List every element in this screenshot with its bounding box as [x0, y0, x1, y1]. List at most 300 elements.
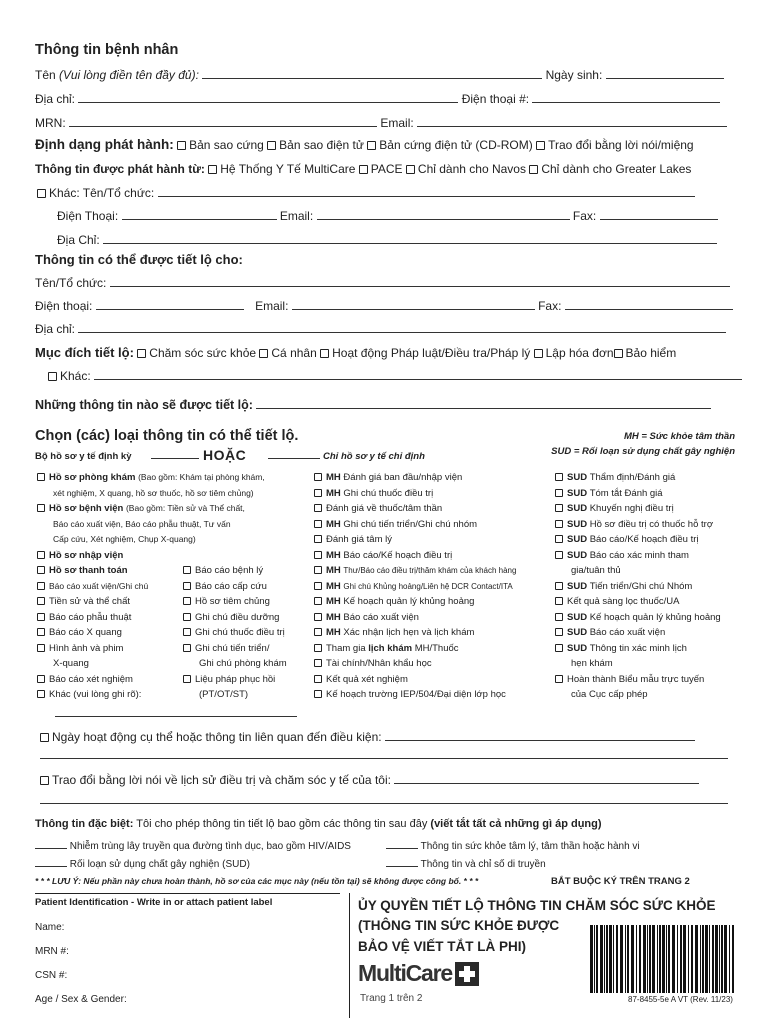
special-item [386, 856, 546, 870]
checkbox[interactable] [614, 349, 623, 358]
special-item [35, 856, 250, 870]
footer-divider [349, 893, 350, 1018]
footer-rule [35, 893, 340, 894]
record-prefix: MH [326, 487, 344, 499]
initials-field[interactable] [35, 856, 67, 867]
record-prefix: SUD [567, 487, 590, 499]
checkbox[interactable] [555, 535, 563, 543]
record-label: Báo cáo/Kế hoạch điều trị [589, 534, 699, 545]
recipient-phone-field[interactable] [96, 299, 244, 310]
dob-label: Ngày sinh: [545, 68, 603, 82]
checkbox[interactable] [529, 165, 538, 174]
name-row [35, 68, 724, 82]
checkbox[interactable] [314, 582, 322, 590]
recipient-fax-label: Fax: [538, 299, 562, 313]
phone-label: Điện thoại #: [461, 92, 530, 106]
barcode-bar [643, 925, 646, 993]
checkbox[interactable] [555, 628, 563, 636]
record-label: Đánh giá ban đầu/nhập viện [343, 472, 463, 483]
checkbox[interactable] [555, 597, 563, 605]
checkbox[interactable] [37, 613, 45, 621]
special-note: * * * LƯU Ý: Nếu phần này chưa hoàn thành, hồ sơ của các mục này (nếu tồn tại) sẽ không được công bố. * * * [35, 876, 479, 886]
purpose-other-row [48, 369, 742, 383]
checkbox[interactable] [406, 165, 415, 174]
record-label: Tiến triển/Ghi chú Nhóm [589, 580, 693, 592]
name-hint: (Vui lòng điền tên đầy đủ): [59, 68, 199, 82]
record-label: Khác (vui lòng ghi rõ): [49, 689, 142, 700]
divider [268, 458, 320, 459]
clinic-title: Hồ sơ phòng khám [49, 472, 136, 483]
special-bold: (viết tắt tất cả những gì áp dụng) [430, 818, 602, 830]
sud-legend: SUD = Rối loạn sử dụng chất gây nghiện [551, 446, 735, 457]
record-item [314, 656, 516, 672]
record-prefix: MH [326, 518, 344, 530]
clinic-row [37, 470, 265, 486]
form-code: 87-8455-5e A VT (Rev. 11/23) [628, 995, 733, 1004]
barcode [590, 925, 738, 993]
hospital-detail: Báo cáo xuất viện, Báo cáo phẫu thuật, Tư vấn [53, 518, 231, 529]
record-item [183, 672, 287, 688]
record-label: Thẩm định/Đánh giá [589, 472, 676, 483]
checkbox[interactable] [183, 644, 191, 652]
barcode-bar [594, 925, 595, 993]
record-item [555, 625, 721, 641]
checkbox[interactable] [314, 473, 322, 481]
address-field[interactable] [78, 92, 458, 103]
checkbox[interactable] [555, 489, 563, 497]
record-item [314, 672, 516, 688]
checkbox[interactable] [536, 141, 545, 150]
record-label: Báo cáo xác minh tham [589, 549, 689, 561]
record-prefix: MH [326, 611, 344, 623]
checkbox[interactable] [314, 566, 322, 574]
special-text: Tôi cho phép thông tin tiết lộ bao gồm các thông tin sau đây [136, 818, 428, 830]
checkbox[interactable] [555, 613, 563, 621]
format-option: Bản cứng điện tử (CD-ROM) [379, 138, 533, 152]
record-prefix: SUD [567, 503, 590, 514]
checkbox[interactable] [37, 566, 45, 574]
checkbox[interactable] [314, 690, 322, 698]
verbal-label: Trao đổi bằng lời nói về lịch sử điều trị và chăm sóc y tế của tôi: [52, 773, 391, 787]
form-title-3: BẢO VỆ VIẾT TẮT LÀ PHI) [358, 939, 527, 954]
special-item-label: Nhiễm trùng lây truyền qua đường tình dục, bao gồm HIV/AIDS [69, 841, 351, 852]
purpose-option: Lập hóa đơn [545, 346, 614, 360]
record-label: Hồ sơ điều trị có thuốc hỗ trợ [589, 518, 714, 530]
checkbox[interactable] [314, 659, 322, 667]
record-item [555, 610, 721, 626]
other-source-row [37, 186, 695, 200]
col2 [314, 470, 516, 703]
checkbox[interactable] [37, 675, 45, 683]
record-item [555, 672, 721, 688]
date-activity-row [40, 730, 695, 744]
checkbox[interactable] [555, 675, 563, 683]
record-item [555, 563, 721, 579]
record-label: Ghi chú thuốc điều trị [195, 627, 285, 638]
record-label: Báo cáo xuất viện/Ghi chú [49, 580, 149, 591]
record-item [183, 641, 287, 657]
checkbox[interactable] [314, 535, 322, 543]
checkbox[interactable] [37, 690, 45, 698]
barcode-bar [647, 925, 648, 993]
checkbox[interactable] [267, 141, 276, 150]
verbal-line[interactable] [40, 803, 728, 804]
record-label: Ghi chú Khủng hoảng/Liên hệ DCR Contact/ITA [343, 581, 513, 591]
date-activity-field[interactable] [385, 730, 695, 741]
mrn-label: MRN: [35, 116, 66, 130]
other-source-label: Khác: Tên/Tổ chức: [49, 186, 155, 200]
record-label: Kế hoạch quản lý khủng hoảng [343, 596, 475, 607]
barcode-bar [688, 925, 689, 993]
record-label: Ghi chú tiến triển/ [195, 642, 270, 654]
record-item [314, 610, 516, 626]
record-label: X-quang [53, 658, 89, 669]
record-prefix: SUD [567, 518, 590, 530]
other-contact-row [57, 209, 718, 223]
barcode-bar [662, 925, 665, 993]
purpose-row [35, 345, 676, 360]
barcode-bar [652, 925, 655, 993]
checkbox[interactable] [555, 582, 563, 590]
purpose-option: Cá nhân [271, 346, 317, 360]
record-item [314, 532, 516, 548]
purpose-label: Mục đích tiết lộ: [35, 345, 134, 360]
checkbox[interactable] [555, 551, 563, 559]
purpose-other-label: Khác: [60, 369, 91, 383]
barcode-bar [636, 925, 637, 993]
initials-field[interactable] [35, 838, 67, 849]
format-row [35, 137, 694, 152]
other-fax-label: Fax: [572, 209, 597, 223]
checkbox[interactable] [208, 165, 217, 174]
checkbox[interactable] [367, 141, 376, 150]
recipient-address-field[interactable] [78, 322, 726, 333]
special-row [35, 818, 602, 830]
other-fax-field[interactable] [600, 209, 718, 220]
barcode-bar [712, 925, 714, 993]
initials-field[interactable] [386, 856, 418, 867]
clinic-detail: xét nghiệm, X quang, hồ sơ thuốc, hồ sơ tiêm chủng) [53, 487, 254, 498]
which-info-field[interactable] [256, 398, 711, 409]
address-label: Địa chỉ: [35, 92, 76, 106]
record-label: Báo cáo cấp cứu [195, 580, 267, 592]
record-prefix: SUD [567, 642, 590, 654]
barcode-bar [700, 925, 701, 993]
checkbox[interactable] [40, 776, 49, 785]
record-prefix: SUD [567, 627, 590, 638]
recipient-fax-field[interactable] [565, 299, 733, 310]
record-label: Kết quả xét nghiệm [326, 673, 408, 685]
checkbox[interactable] [314, 644, 322, 652]
record-label: Báo cáo bệnh lý [195, 565, 264, 576]
dob-field[interactable] [606, 68, 724, 79]
date-activity-label: Ngày hoạt động cụ thể hoặc thông tin liên quan đến điều kiện: [52, 730, 382, 744]
released-from-label: Thông tin được phát hành từ: [35, 162, 205, 176]
source-option: Chỉ dành cho Navos [417, 162, 526, 176]
checkbox[interactable] [137, 349, 146, 358]
record-item [314, 563, 516, 579]
record-label: Hình ảnh và phim [49, 642, 124, 654]
record-prefix: SUD [567, 534, 590, 545]
record-label: Kế hoạch trường IEP/504/Đại diện lớp học [326, 689, 506, 700]
other-phone-field[interactable] [122, 209, 277, 220]
source-option: Chỉ dành cho Greater Lakes [541, 162, 692, 176]
record-label: của Cục cấp phép [571, 689, 648, 700]
checkbox[interactable] [320, 349, 329, 358]
name-field[interactable] [202, 68, 542, 79]
footer-name-label: Name: [35, 922, 65, 933]
hospital-title: Hồ sơ bệnh viện [49, 503, 124, 514]
checkbox[interactable] [183, 675, 191, 683]
record-label: Ghi chú thuốc điều trị [343, 487, 434, 499]
checkbox[interactable] [555, 504, 563, 512]
recipient-name-row [35, 276, 730, 290]
col1-right [183, 563, 287, 703]
checkbox[interactable] [314, 504, 322, 512]
checkbox[interactable] [314, 520, 322, 528]
checkbox[interactable] [555, 520, 563, 528]
logo-cross-icon [455, 962, 479, 986]
record-label: Tiền sử và thể chất [49, 596, 130, 607]
hospital-row [37, 501, 265, 517]
verbal-field[interactable] [394, 773, 699, 784]
checkbox[interactable] [183, 597, 191, 605]
barcode-bar [721, 925, 723, 993]
barcode-bar [705, 925, 708, 993]
purpose-option: Chăm sóc sức khỏe [149, 346, 257, 360]
special-item-label: Rối loạn sử dụng chất gây nghiện (SUD) [69, 859, 250, 870]
recipient-address-row [35, 322, 726, 336]
record-prefix: SUD [567, 611, 590, 623]
released-from-row [35, 162, 691, 176]
record-label: hẹn khám [571, 658, 613, 669]
record-item [183, 579, 287, 595]
multicare-logo [358, 960, 479, 987]
checkbox[interactable] [534, 349, 543, 358]
barcode-bar [631, 925, 634, 993]
record-label: Đánh giá tâm lý [326, 534, 393, 545]
verbal-row [40, 773, 699, 787]
record-label: Liệu pháp phục hồi [195, 673, 276, 685]
purpose-option: Bảo hiểm [625, 346, 677, 360]
form-title-2: (THÔNG TIN SỨC KHỎE ĐƯỢC [358, 918, 560, 933]
recipient-email-field[interactable] [292, 299, 535, 310]
checkbox[interactable] [183, 566, 191, 574]
other-address-field[interactable] [103, 233, 717, 244]
record-item [314, 594, 516, 610]
recipient-name-label: Tên/Tổ chức: [35, 276, 107, 290]
record-label: Ghi chú tiến triển/Ghi chú nhóm [343, 518, 478, 530]
recipient-phone-label: Điện thoại: [35, 299, 93, 313]
email-field[interactable] [417, 116, 727, 127]
recipient-heading: Thông tin có thể được tiết lộ cho: [35, 252, 243, 267]
record-prefix: SUD [567, 472, 590, 483]
other-address-label: Địa Chỉ: [57, 233, 100, 247]
record-label-tail: MH/Thuốc [412, 642, 459, 654]
which-info-row [35, 398, 711, 412]
recipient-address-label: Địa chỉ: [35, 322, 76, 336]
admission-row [37, 548, 265, 564]
record-label: Báo cáo xét nghiệm [49, 673, 133, 685]
checkbox[interactable] [37, 189, 46, 198]
barcode-bar [657, 925, 658, 993]
checkbox[interactable] [314, 628, 322, 636]
types-heading: Chọn (các) loại thông tin có thể tiết lộ. [35, 428, 299, 444]
recipient-contact-row [35, 299, 733, 313]
special-item [35, 838, 351, 852]
barcode-bar [719, 925, 720, 993]
barcode-bar [715, 925, 718, 993]
checkbox[interactable] [555, 644, 563, 652]
barcode-bar [709, 925, 710, 993]
other-email-field[interactable] [317, 209, 570, 220]
record-label: gia/tuân thủ [571, 565, 621, 576]
record-label: Khuyến nghị điều trị [589, 503, 674, 514]
other-specify-field[interactable] [55, 716, 297, 717]
footer-csn-label: CSN #: [35, 970, 68, 981]
page-number: Trang 1 trên 2 [360, 993, 423, 1004]
checkbox[interactable] [359, 165, 368, 174]
record-item [555, 517, 721, 533]
barcode-bar [613, 925, 614, 993]
barcode-bar [666, 925, 667, 993]
record-label: Tham gia [326, 642, 369, 654]
mrn-field[interactable] [69, 116, 377, 127]
checkbox[interactable] [314, 613, 322, 621]
format-option: Trao đổi bằng lời nói/miệng [548, 138, 694, 152]
admission-title: Hồ sơ nhập viện [49, 549, 124, 561]
barcode-bar [616, 925, 618, 993]
record-label: Thư/Báo cáo điều trị/thăm khám của khách hàng [343, 566, 517, 575]
record-item [314, 517, 516, 533]
phone-field[interactable] [532, 92, 720, 103]
record-label: Kết quả sàng lọc thuốc/UA [567, 596, 680, 607]
record-item [183, 610, 287, 626]
footer-age-label: Age / Sex & Gender: [35, 994, 127, 1005]
purpose-option: Hoạt động Pháp luật/Điều tra/Pháp lý [332, 346, 531, 360]
record-label: Hồ sơ tiêm chủng [195, 596, 270, 607]
other-address-row [57, 233, 717, 247]
checkbox[interactable] [177, 141, 186, 150]
which-info-label: Những thông tin nào sẽ được tiết lộ: [35, 398, 253, 412]
patient-heading: Thông tin bệnh nhân [35, 42, 179, 58]
checkbox[interactable] [314, 551, 322, 559]
clinic-detail: (Bao gồm: Khám tại phòng khám, [138, 472, 265, 482]
checkbox[interactable] [314, 489, 322, 497]
barcode-bar [590, 925, 593, 993]
patient-id-heading: Patient Identification - Write in or attach patient label [35, 897, 273, 908]
name-label: Tên [35, 68, 56, 82]
barcode-bar [639, 925, 641, 993]
record-item [314, 486, 516, 502]
barcode-bar [620, 925, 623, 993]
barcode-bar [732, 925, 734, 993]
barcode-bar [683, 925, 686, 993]
special-item-label: Thông tin sức khỏe tâm lý, tâm thần hoặc hành vi [420, 841, 640, 852]
record-item [555, 470, 721, 486]
record-prefix: MH [326, 549, 344, 561]
recipient-name-field[interactable] [110, 276, 730, 287]
barcode-bar [627, 925, 629, 993]
mh-legend: MH = Sức khỏe tâm thần [623, 431, 735, 442]
checkbox[interactable] [183, 582, 191, 590]
barcode-bar [609, 925, 612, 993]
checkbox[interactable] [183, 628, 191, 636]
barcode-bar [695, 925, 698, 993]
checkbox[interactable] [314, 675, 322, 683]
record-label: Thông tin xác minh lịch [589, 642, 687, 654]
record-prefix: MH [326, 565, 344, 576]
purpose-other-field[interactable] [94, 369, 742, 380]
record-label: Tài chính/Nhân khẩu học [326, 658, 432, 669]
other-source-field[interactable] [158, 186, 695, 197]
barcode-bar [672, 925, 675, 993]
col2-heading: Chỉ hồ sơ y tế chỉ định [323, 451, 425, 462]
initials-field[interactable] [386, 838, 418, 849]
barcode-bar [649, 925, 651, 993]
barcode-bar [625, 925, 626, 993]
footer-mrn-label: MRN #: [35, 946, 69, 957]
mrn-row [35, 116, 727, 130]
checkbox[interactable] [48, 372, 57, 381]
record-item [183, 625, 287, 641]
record-label: Báo cáo phẫu thuật [49, 611, 132, 623]
barcode-bar [729, 925, 730, 993]
checkbox[interactable] [183, 613, 191, 621]
record-prefix: SUD [567, 549, 590, 561]
record-prefix: SUD [567, 580, 590, 592]
checkbox[interactable] [259, 349, 268, 358]
col3 [555, 470, 721, 703]
date-activity-line[interactable] [40, 758, 728, 759]
logo-text: MultiCare [358, 960, 452, 986]
record-item [314, 687, 516, 703]
barcode-bar [702, 925, 704, 993]
checkbox[interactable] [37, 597, 45, 605]
checkbox[interactable] [37, 504, 45, 512]
barcode-bar [677, 925, 678, 993]
record-label: Hoàn thành Biểu mẫu trực tuyến [567, 673, 705, 685]
barcode-bar [606, 925, 608, 993]
barcode-bar [691, 925, 693, 993]
record-item [555, 579, 721, 595]
record-item [555, 687, 721, 703]
checkbox[interactable] [37, 582, 45, 590]
format-option: Bản sao cứng [189, 138, 264, 152]
email-label: Email: [380, 116, 414, 130]
checkbox[interactable] [37, 473, 45, 481]
record-item [555, 641, 721, 657]
checkbox[interactable] [40, 733, 49, 742]
record-label: Kế hoạch quản lý khủng hoảng [589, 611, 721, 623]
record-item [555, 532, 721, 548]
checkbox[interactable] [314, 597, 322, 605]
special-item [386, 838, 640, 852]
record-item [555, 548, 721, 564]
checkbox[interactable] [37, 551, 45, 559]
record-label: Báo cáo X quang [49, 627, 122, 638]
other-phone-label: Điện Thoại: [57, 209, 119, 223]
checkbox[interactable] [37, 644, 45, 652]
record-item [314, 501, 516, 517]
checkbox[interactable] [555, 473, 563, 481]
checkbox[interactable] [37, 628, 45, 636]
barcode-bar [596, 925, 598, 993]
special-label: Thông tin đặc biệt: [35, 818, 134, 830]
record-item [314, 548, 516, 564]
other-email-label: Email: [279, 209, 314, 223]
record-item [555, 501, 721, 517]
